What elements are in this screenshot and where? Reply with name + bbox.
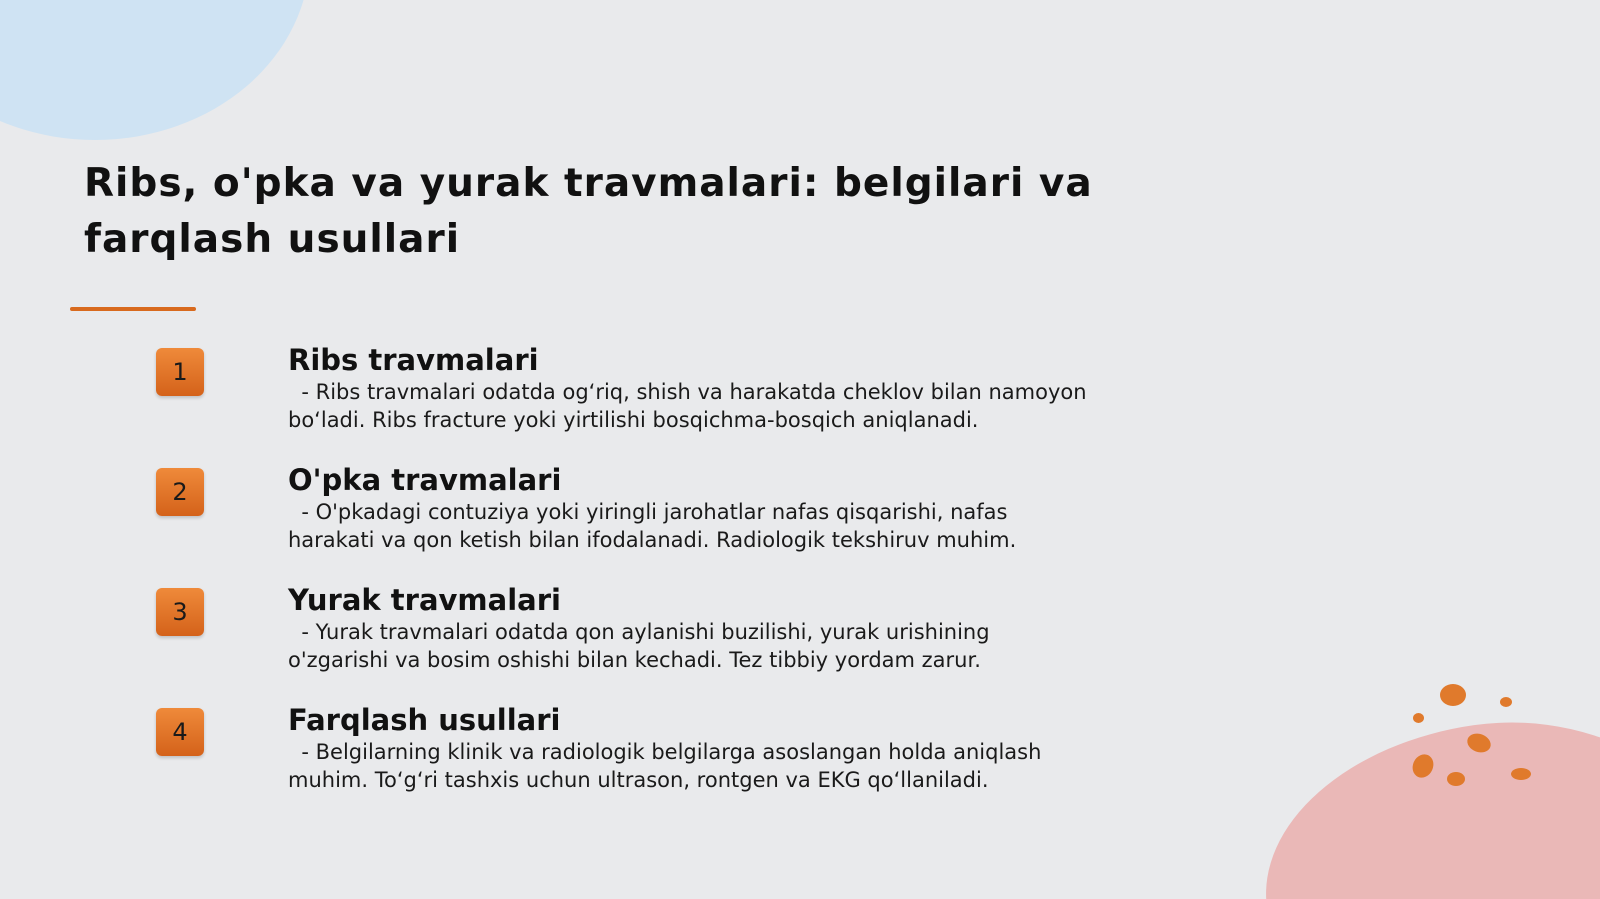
decorative-dot: [1440, 684, 1466, 706]
decorative-dot: [1413, 713, 1424, 723]
item-text: - Ribs travmalari odatda og‘riq, shish va harakatda cheklov bilan namoyon bo‘ladi. Ribs fracture yoki yirtilishi bosqichma-bosqich aniqlanadi.: [288, 380, 1094, 432]
decorative-dot: [1511, 768, 1531, 780]
item-text: - Yurak travmalari odatda qon aylanishi buzilishi, yurak urishining o'zgarishi va bosim oshishi bilan kechadi. Tez tibbiy yordam zarur.: [288, 620, 997, 672]
item-heading: Farqlash usullari: [288, 703, 561, 737]
decorative-blue-blob: [0, 0, 310, 140]
decorative-pink-blob: [1246, 690, 1600, 899]
decorative-dot: [1500, 697, 1512, 707]
number-badge: 4: [156, 708, 204, 756]
item-heading: Ribs travmalari: [288, 343, 539, 377]
slide-title: Ribs, o'pka va yurak travmalari: belgilari va farqlash usullari: [84, 161, 1093, 262]
item-text: - O'pkadagi contuziya yoki yiringli jarohatlar nafas qisqarishi, nafas harakati va qon ketish bilan ifodalanadi. Radiologik tekshiruv muhim.: [288, 500, 1017, 552]
title-underline: [70, 307, 196, 311]
item-text: - Belgilarning klinik va radiologik belgilarga asoslangan holda aniqlash muhim. To‘g‘ri tashxis uchun ultrason, rontgen va EKG qo‘llaniladi.: [288, 740, 1049, 792]
item-heading: O'pka travmalari: [288, 463, 562, 497]
item-heading: Yurak travmalari: [288, 583, 561, 617]
number-badge: 2: [156, 468, 204, 516]
decorative-dot: [1447, 772, 1465, 786]
number-badge: 3: [156, 588, 204, 636]
number-badge: 1: [156, 348, 204, 396]
